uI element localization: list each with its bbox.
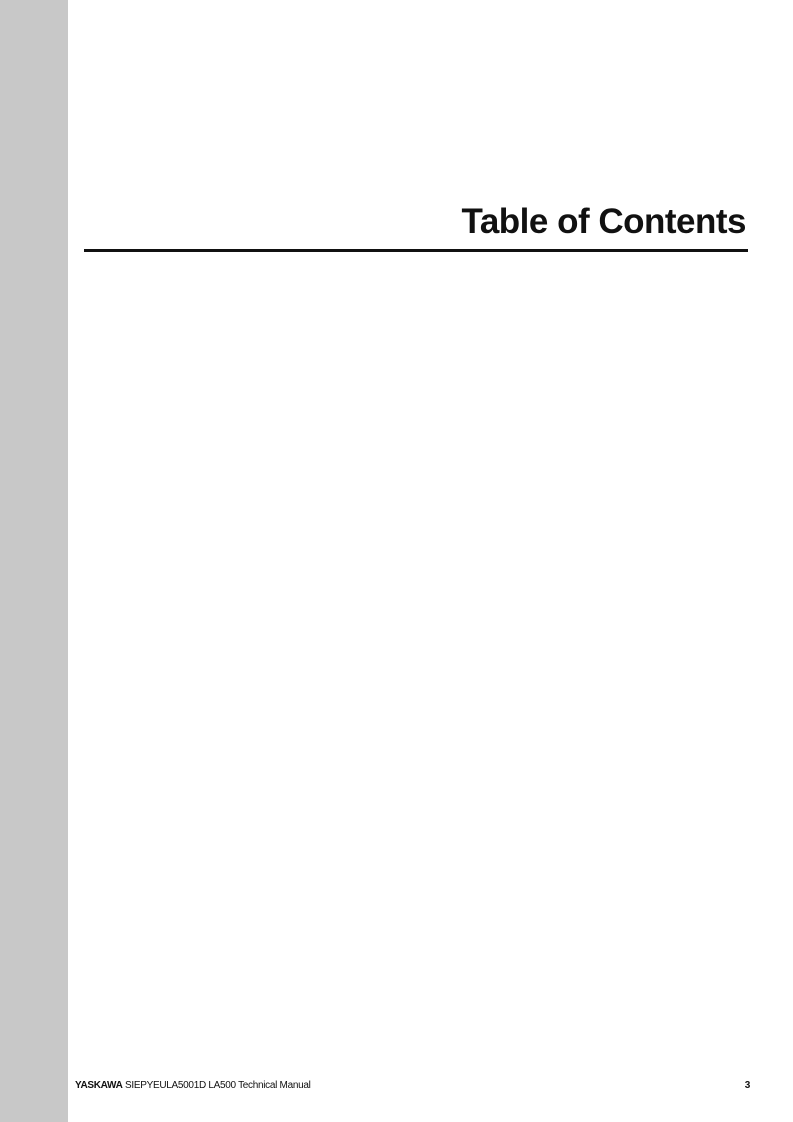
footer-brand: YASKAWA bbox=[75, 1080, 123, 1091]
page-title: Table of Contents bbox=[461, 202, 746, 241]
footer-page-number: 3 bbox=[744, 1080, 750, 1091]
footer bbox=[75, 1080, 750, 1091]
footer-doc-title: SIEPYEULA5001D LA500 Technical Manual bbox=[125, 1080, 311, 1091]
